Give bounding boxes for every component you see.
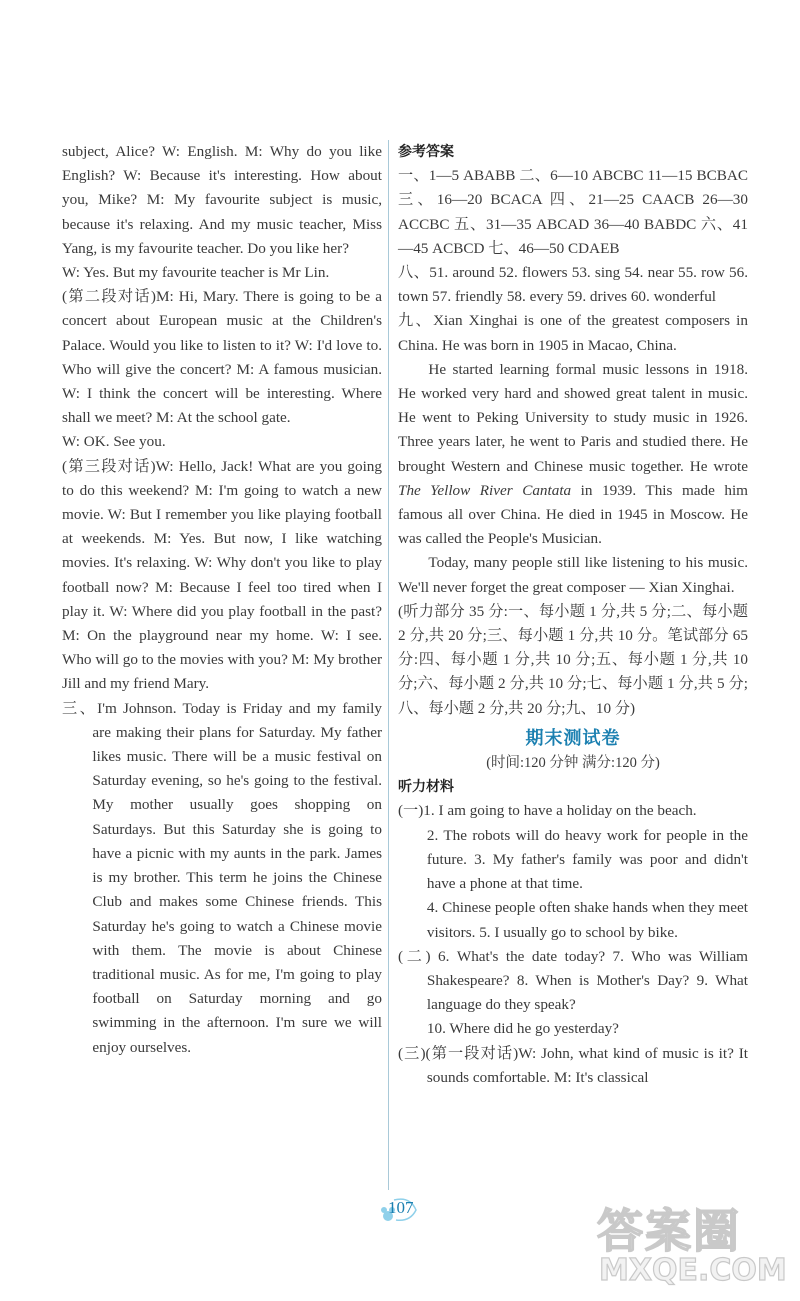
dialogue-paragraph: subject, Alice? W: English. M: Why do you like English? W: Because it's interesting. How about you, Mike? M: My favourite subject is music, because it's relaxing. And my music teacher, Miss Yang, is my favourite teacher. Do you like her? — [62, 143, 382, 257]
listening-item: (一)1. I am going to have a holiday on the beach. — [398, 802, 697, 820]
essay-paragraph: Today, many people still like listening to his music. We'll never forget the great composer — Xian Xinghai. — [398, 554, 748, 596]
essay-paragraph: 九、Xian Xinghai is one of the greatest composers in China. He was born in 1905 in Macao, China. — [398, 312, 748, 354]
page-number — [380, 1196, 420, 1224]
listening-item: (三)(第一段对话)W: John, what kind of music is it? It sounds comfortable. M: It's classical — [398, 1044, 748, 1086]
dialogue-paragraph: (第二段对话)M: Hi, Mary. There is going to be a concert about European music at the Children's Palace. Would you like to listen to it? W: I'd love to. Who will give the concert? M: A famous musician. W: I think the concert will be interesting. Where shall we meet? M: At the school gate. — [62, 288, 382, 427]
passage-paragraph: 三、I'm Johnson. Today is Friday and my family are making their plans for Saturday. My father likes music. There will be a music festival on Saturday evening, so he's going to the festival. My mother usually goes shopping on Saturdays. But this Saturday she is going to have a picnic with my aunts in the park. James is my brother. This term he joins the Chinese Club and makes some Chinese friends. This Saturday he's going to watch a Chinese movie with them. The movie is about Chinese traditional music. As for me, I'm going to play football on Saturday morning and go swimming in the afternoon. I'm sure we will enjoy ourselves. — [62, 699, 382, 1056]
column-divider — [388, 140, 389, 1190]
listening-item: 2. The robots will do heavy work for people in the future. 3. My father's family was poor and didn't have a phone at that time. — [426, 826, 748, 893]
answers-heading: 参考答案 — [398, 144, 454, 160]
answer-key: 八、51. around 52. flowers 53. sing 54. near 55. row 56. town 57. friendly 58. every 59. drives 60. wonderful — [398, 264, 748, 306]
page-number-text: 107 — [388, 1198, 414, 1217]
exam-title: 期末测试卷 — [525, 727, 621, 749]
dialogue-paragraph: (第三段对话)W: Hello, Jack! What are you going to do this weekend? M: I'm going to watch a new movie. W: But I remember you like playing football at weekends. M: Yes. But now, I like watching movies. It's relaxing. W: Why don't you like to play football now? M: Because I feel too tired when I play it. W: Where did you play football in the past? M: On the playground near my home. W: I see. Who will go to the movies with you? M: My brother Jill and my friend Mary. — [62, 457, 382, 693]
dialogue-paragraph: W: OK. See you. — [62, 433, 166, 451]
listening-item: (二) 6. What's the date today? 7. Who was William Shakespeare? 8. When is Mother's Day? 9. What language do they speak? — [398, 947, 748, 1014]
watermark-brand: 答案圈 — [597, 1204, 741, 1258]
essay-paragraph — [398, 358, 748, 552]
scoring-note: (听力部分 35 分:一、每小题 1 分,共 5 分;二、每小题 2 分,共 20 分;三、每小题 1 分,共 10 分。笔试部分 65 分:四、每小题 1 分,共 10 分;五、每小题 1 分,共 10 分;六、每小题 2 分,共 10 分;七、每小题 1 分,共 5 分;八、每小题 2 分,共 20 分;九、10 分) — [398, 602, 748, 717]
listening-item: 4. Chinese people often shake hands when they meet visitors. 5. I usually go to school by bike. — [426, 899, 748, 941]
watermark-url: MXQE.COM — [599, 1253, 787, 1288]
watermark — [597, 1195, 787, 1295]
right-column — [398, 140, 748, 1090]
essay-text: He started learning formal music lessons in 1918. He worked very hard and showed great talent in music. He went to Peking University to study music in 1926. Three years later, he went to Paris and studied there. He brought Western and Chinese music together. He wrote — [398, 360, 748, 475]
exam-subtitle: (时间:120 分钟 满分:120 分) — [486, 755, 660, 772]
essay-text: in 1939. This made him famous all over China. He died in 1945 in Moscow. He was called the People's Musician. — [398, 481, 748, 548]
left-column — [62, 140, 382, 1060]
essay-work-title: The Yellow River Cantata — [398, 481, 572, 499]
answer-key: 一、1—5 ABABB 二、6—10 ABCBC 11—15 BCBAC 三、16—20 BCACA 四、21—25 CAACB 26—30 ACCBC 五、31—35 ABCAD 36—40 BABDC 六、41—45 ACBCD 七、46—50 CDAEB — [398, 167, 748, 257]
listening-heading: 听力材料 — [398, 779, 454, 796]
dialogue-paragraph: W: Yes. But my favourite teacher is Mr Lin. — [62, 264, 330, 282]
listening-item: 10. Where did he go yesterday? — [426, 1020, 619, 1038]
